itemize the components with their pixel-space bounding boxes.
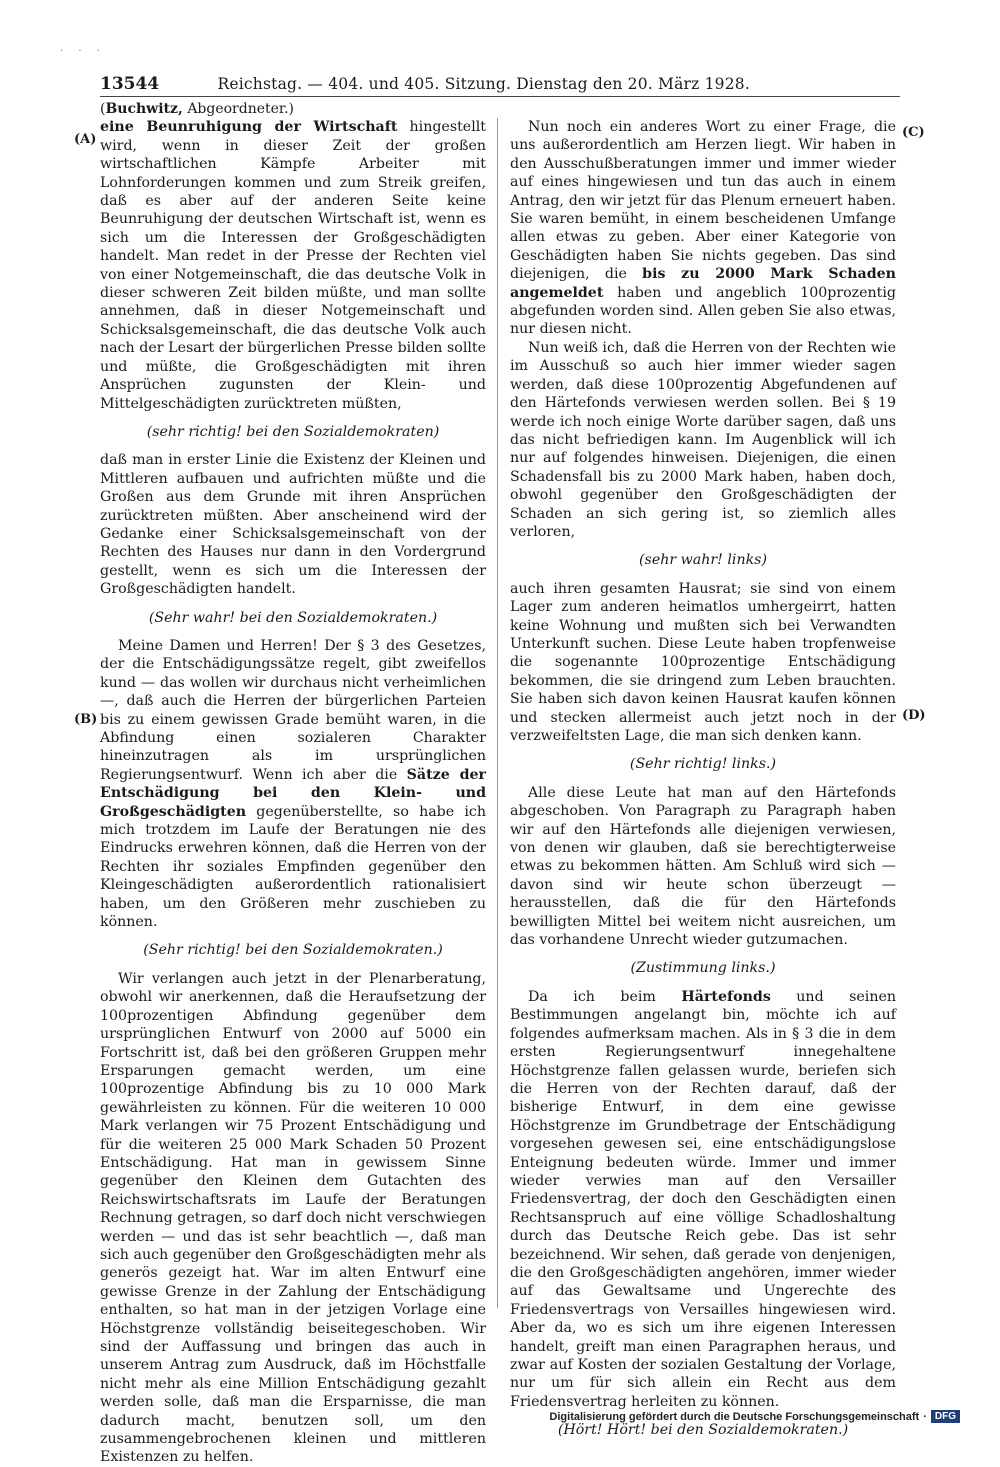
left-p1-text: hingestellt wird, wenn in dieser Zeit der großen wirtschaftlichen Kämpfe Arbeiter mit Lohnforderungen kommen und zum Streik greifen, daß es aber auf der anderen Seite keine Beunruhigung der deutschen Wirtschaft ist, wenn es sich um die Interessen der Großgeschädigten handelt. Man redet in der Presse der Rechten viel von einer Notgemeinschaft, die das deutsche Volk in dieser schweren Zeit bilden müßte, und man sollte annehmen, daß in dieser Notgemeinschaft und Schicksalsgemeinschaft, die das deutsche Volk auch nach der Lesart der bürgerlichen Presse bilden sollte und müßte, die Großgeschädigten mit ihren Ansprüchen zugunsten der Klein- und Mittelgeschädigten zurücktreten müßten,	[100, 119, 486, 412]
margin-mark-d: (D)	[902, 708, 926, 723]
margin-mark-c: (C)	[902, 125, 925, 140]
right-p5-text-a: Da ich beim	[528, 988, 682, 1005]
left-paragraph-4: Wir verlangen auch jetzt in der Plenarberatung, obwohl wir anerkennen, daß die Heraufsetzung der 100prozentigen Abfindung gegenüber dem ursprünglichen Entwurf von 2000 auf 5000 ein Fortschritt ist, daß bei den größeren Gruppen mehr Ersparungen gemacht werden, um eine 100prozentige Abfindung bis zu 10 000 Mark gewährleisten zu können. Für die weiteren 10 000 Mark verlangen wir 75 Prozent Entschädigung und für die weiteren 25 000 Mark Schaden 50 Prozent Entschädigung. Hat man in gewissem Sinne gegenüber den Kleinen dem Gutachten des Reichswirtschaftsrats im Laufe der Beratungen Rechnung getragen, so darf doch nicht verschwiegen werden — und das ist sehr beachtlich —, daß man sich auch gegenüber den Großgeschädigten mehr als generös gezeigt hat. War im alten Entwurf eine gewisse Grenze in der Zahlung der Entschädigung enthalten, so hat man in der jetzigen Vorlage eine Höchstgrenze vollständig beiseitegeschoben. Wir sind der Auffassung und bringen das auch in unserem Antrag zum Ausdruck, daß im Höchstfalle nicht mehr als eine Million Entschädigung gezahlt werden solle, daß man die Ersparnisse, die man dadurch macht, benutzen soll, um den zusammengebrochenen kleinen und mittleren Existenzen zu helfen.	[100, 970, 486, 1466]
margin-mark-b: (B)	[74, 712, 98, 727]
left-p3-text-a: Meine Damen und Herren! Der § 3 des Gesetzes, der die Entschädigungssätze regelt, gibt zweifellos kund — das wollen wir durchaus nicht verheimlichen —, daß auch die Herren der bürgerlichen Parteien bis zu einem gewissen Grade bemüht waren, in die Abfindung einen sozialeren Charakter hineinzutragen als im ursprünglichen Regierungsentwurf. Wenn ich aber die	[100, 637, 486, 783]
footer-text: Digitalisierung gefördert durch die Deutsche Forschungsgemeinschaft	[549, 1410, 920, 1423]
left-column	[100, 100, 486, 1467]
column-divider	[497, 118, 498, 1308]
right-paragraph-3: auch ihren gesamten Hausrat; sie sind von einem Lager zum anderen heimatlos umhergeirrt, hatten keine Wohnung und mußten sich bei Verwandten Unterkunft suchen. Diese Leute haben tropfenweise die sogenannte 100prozentige Entschädigung bekommen, die sie dringend zum Leben brauchten. Sie haben sich davon keinen Hausrat kaufen können und stecken allermeist auch jetzt noch in der verzweifeltsten Lage, die man sich denken kann.	[510, 580, 896, 744]
right-p5-text-b: und seinen Bestimmungen angelangt bin, möchte ich auf folgendes aufmerksam machen. Als in § 3 die in dem ersten Regierungsentwurf innegehaltene Höchstgrenze fallen gelassen wurde, beriefen sich die Herren von der Rechten darauf, daß der bisherige Entwurf, in dem eine gewisse Höchstgrenze im Grundbetrage der Entschädigung vorgesehen gewesen sei, eine entschädigungslose Enteignung bedeuten würde. Immer und immer wieder verwies man auf den Versailler Friedensvertrag, der doch den Geschädigten einen Rechtsanspruch auf eine völlige Schadloshaltung durch das Deutsche Reich gebe. Das ist sehr bezeichnend. Wir sehen, daß gerade von denjenigen, die den Großgeschädigten angehören, immer wieder auf das Gewaltsame und Ungerechte des Friedensvertrags von Versailles hingewiesen wird. Aber da, wo es sich um ihre eigenen Interessen handelt, greift man einen Paragraphen heraus, und zwar auf Kosten der sozialen Gestaltung der Vorlage, nur um für sich allein ein Recht aus dem Friedensvertrag herleiten zu können.	[510, 988, 897, 1410]
header-rule	[100, 96, 900, 97]
right-p1-bold: bis zu 2000 Mark Schaden angemeldet	[510, 266, 896, 301]
speaker-name: Buchwitz,	[105, 101, 183, 117]
right-paragraph-2: Nun weiß ich, daß die Herren von der Rechten wie im Ausschuß so auch hier immer wieder sagen werden, daß diese 100prozentig Abgefundenen auf den Härtefonds verwiesen werden sollen. Bei § 19 werde ich noch einige Worte darüber sagen, daß uns das nicht befriedigen kann. Im Augenblick will ich nur auf folgendes hinweisen. Diejenigen, die einen Schadensfall bis zu 2000 Mark haben, haben doch, obwohl gegenüber den Großgeschädigten der Schaden an sich gering ist, so ziemlich alles verloren,	[510, 339, 896, 540]
right-p5-bold: Härtefonds	[681, 988, 771, 1005]
right-p1-text-a: Nun noch ein anderes Wort zu einer Frage, die uns außerordentlich am Herzen liegt. Wir haben in den Ausschußberatungen immer und immer wieder auf eines hingewiesen und tun das auch in einem Antrag, den wir jetzt für das Plenum erneuert haben. Sie waren bemüht, in einem bescheidenen Umfange allen etwas zu geben. Aber einer Kategorie von Geschädigten haben Sie nichts gegeben. Das sind diejenigen, die	[510, 119, 896, 283]
right-reaction-3: (Zustimmung links.)	[630, 960, 776, 977]
right-column	[510, 118, 896, 1450]
footer-separator: ·	[923, 1410, 927, 1423]
right-reaction-1: (sehr wahr! links)	[639, 552, 767, 569]
right-paragraph-4: Alle diese Leute hat man auf den Härtefonds abgeschoben. Von Paragraph zu Paragraph haben wir auf den Härtefonds alle diejenigen verwiesen, von denen wir glauben, daß sie berechtigterweise etwas zu bekommen hätten. Am Schluß wird sich — davon sind wir heute schon überzeugt — herausstellen, daß die für den Härtefonds bewilligten Mittel bei weitem nicht ausreichen, um das vorhandene Unrecht wieder gutzumachen.	[510, 784, 896, 949]
speaker-open-paren: (	[100, 101, 106, 117]
speaker-line	[100, 100, 486, 118]
margin-mark-a: (A)	[74, 132, 97, 147]
left-paragraph-2: daß man in erster Linie die Existenz der Kleinen und Mittleren aufbauen und aufrichten müßte und die Großen aus dem Grunde mit ihren Ansprüchen zurücktreten müßten. Aber anscheinend wird der Gedanke einer Schicksalsgemeinschaft von der Rechten des Hauses nur dann in den Vordergrund gestellt, wenn es sich um die Interessen der Großgeschädigten handelt.	[100, 452, 486, 598]
left-reaction-3: (Sehr richtig! bei den Sozialdemokraten.)	[143, 942, 443, 959]
right-p1-text-b: haben und angeblich 100prozentig abgefunden worden sind. Allen geben Sie also etwas, nur diesen nicht.	[510, 284, 896, 338]
page-header	[100, 74, 750, 98]
right-reaction-4: (Hört! Hört! bei den Sozialdemokraten.)	[557, 1422, 849, 1439]
speaker-role: Abgeordneter.)	[187, 101, 294, 117]
left-p3-bold: Sätze der Entschädigung bei den Klein- und Großgeschädigten	[100, 766, 486, 820]
right-paragraph-5	[510, 988, 896, 1411]
running-title: Reichstag. — 404. und 405. Sitzung. Dienstag den 20. März 1928.	[217, 75, 750, 93]
left-p3-text-b: gegenüberstellte, so habe ich mich trotzdem im Laufe der Beratungen nie des Eindrucks erwehren können, daß die Herren von der Rechten ihr soziales Empfinden gegenüber den Kleingeschädigten außerordentlich rationalisiert haben, um den Größeren mehr zuschieben zu können.	[100, 803, 486, 931]
right-reaction-2: (Sehr richtig! links.)	[629, 756, 777, 773]
left-reaction-1: (sehr richtig! bei den Sozialdemokraten)	[146, 423, 440, 440]
page-number: 13544	[100, 74, 160, 94]
left-reaction-2: (Sehr wahr! bei den Sozialdemokraten.)	[148, 609, 438, 626]
right-paragraph-1	[510, 118, 896, 339]
scan-marks: · · ·	[60, 46, 106, 57]
dfg-logo-icon: DFG	[931, 1410, 960, 1423]
left-paragraph-1	[100, 118, 486, 413]
footer-credit	[549, 1410, 960, 1423]
left-paragraph-3	[100, 637, 486, 932]
left-p1-bold: eine Beunruhigung der Wirtschaft	[100, 119, 398, 136]
